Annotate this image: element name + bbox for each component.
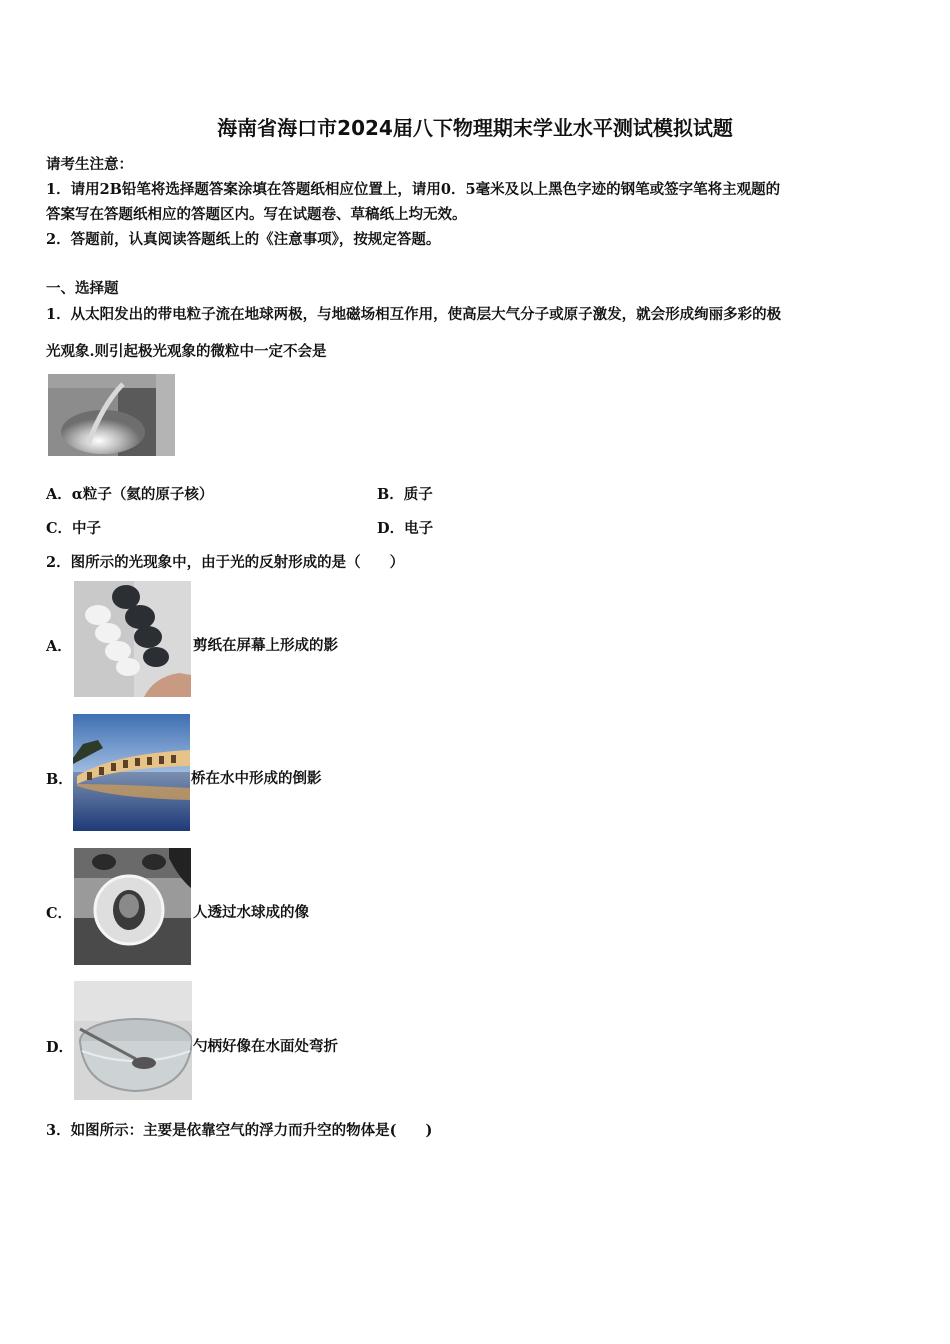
q1-option-a: A．α粒子（氦的原子核）	[46, 486, 214, 503]
q2-option-d-label: D．	[46, 1039, 74, 1056]
q2-option-b-label: B．	[46, 771, 73, 788]
aurora-image	[48, 374, 175, 456]
question-1-line-2: 光观象.则引起极光观象的微粒中一定不会是	[46, 343, 327, 360]
question-3-stem: 3．如图所示：主要是依靠空气的浮力而升空的物体是( )	[46, 1122, 433, 1139]
q2-option-b-text: 桥在水中形成的倒影	[191, 770, 322, 787]
notice-item-1-line-1: 1．请用2B铅笔将选择题答案涂填在答题纸相应位置上，请用0．5毫米及以上黑色字迹的钢笔或签字笔将主观题的	[46, 181, 781, 198]
question-2-stem: 2．图所示的光现象中，由于光的反射形成的是（ ）	[46, 554, 405, 571]
question-1-line-1: 1．从太阳发出的带电粒子流在地球两极，与地磁场相互作用，使高层大气分子或原子激发，就会形成绚丽多彩的极	[46, 306, 782, 323]
paper-cut-shadow-image	[74, 581, 191, 697]
q2-option-a-label: A．	[46, 638, 72, 655]
water-ball-image	[74, 848, 191, 965]
q1-option-b: B．质子	[377, 486, 433, 503]
q2-option-a-text: 剪纸在屏幕上形成的影	[193, 637, 338, 654]
q2-option-c-text: 人透过水球成的像	[193, 904, 309, 921]
page-title: 海南省海口市2024届八下物理期末学业水平测试模拟试题	[217, 116, 733, 140]
bridge-reflection-image	[73, 714, 190, 831]
q1-option-c: C．中子	[46, 520, 102, 537]
section-heading: 一、选择题	[46, 280, 119, 297]
q2-option-d-text: 勺柄好像在水面处弯折	[193, 1038, 338, 1055]
notice-item-2: 2．答题前，认真阅读答题纸上的《注意事项》，按规定答题。	[46, 231, 441, 248]
q1-option-d: D．电子	[377, 520, 434, 537]
notice-item-1-line-2: 答案写在答题纸相应的答题区内。写在试题卷、草稿纸上均无效。	[46, 206, 467, 223]
spoon-in-water-image	[74, 981, 192, 1100]
notice-heading: 请考生注意：	[46, 156, 133, 173]
q2-option-c-label: C．	[46, 905, 73, 922]
